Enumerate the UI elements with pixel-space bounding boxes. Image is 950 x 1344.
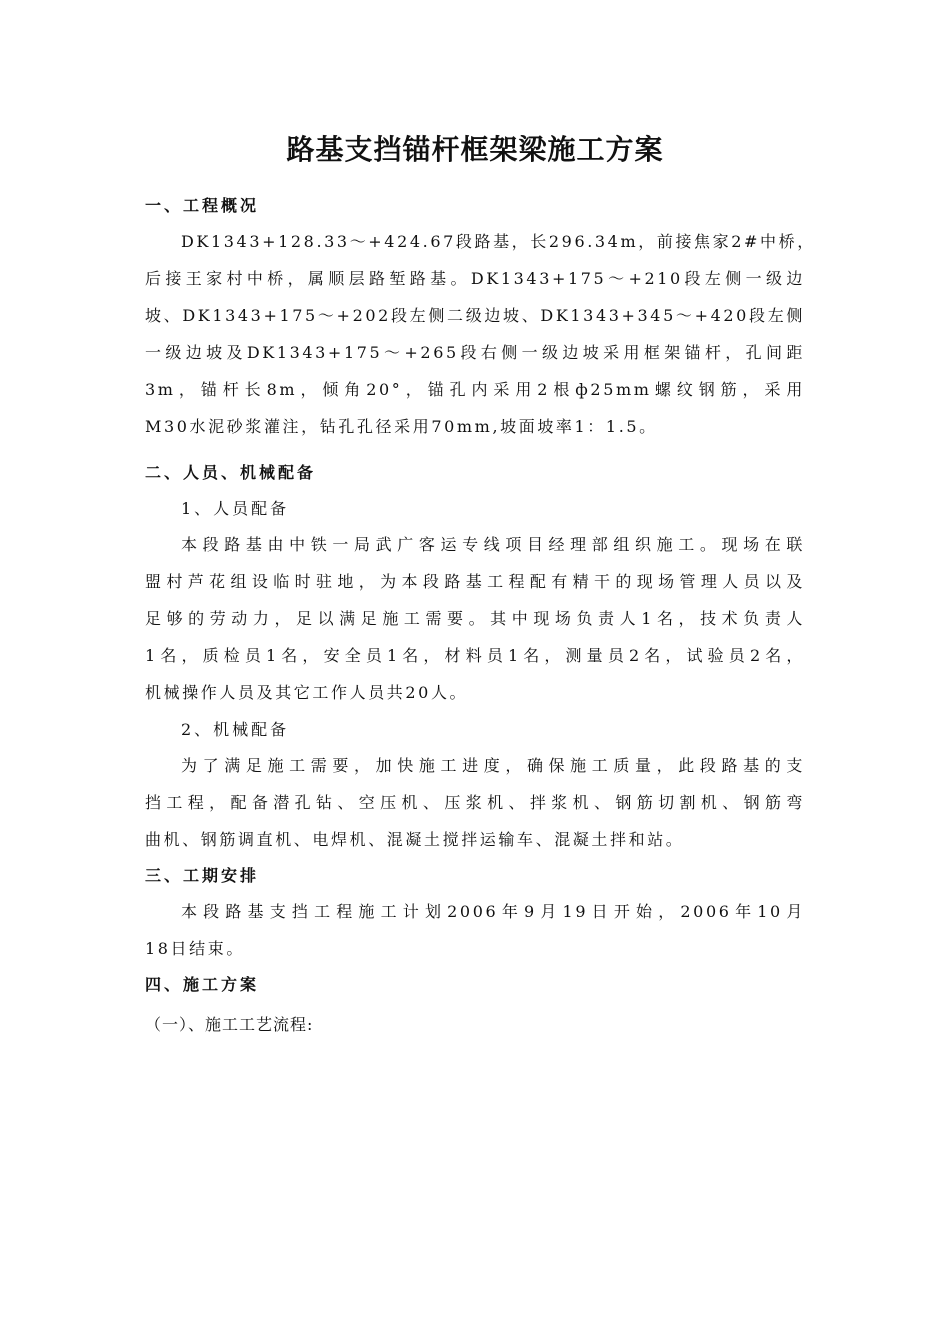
section-heading-schedule: 三、工期安排 <box>145 866 260 885</box>
paragraph-line: 本段路基由中铁一局武广客运专线项目经理部组织施工。现场在联 <box>181 535 805 554</box>
paragraph-line: 后接王家村中桥，属顺层路堑路基。DK1343+175～+210段左侧一级边 <box>145 269 805 288</box>
paragraph-line: 为了满足施工需要，加快施工进度，确保施工质量，此段路基的支 <box>181 756 805 775</box>
paragraph-line: 本段路基支挡工程施工计划2006年9月19日开始，2006年10月 <box>181 902 805 921</box>
paragraph-line: 1名，质检员1名，安全员1名，材料员1名，测量员2名，试验员2名， <box>145 646 805 665</box>
paragraph-line: 一级边坡及DK1343+175～+265段右侧一级边坡采用框架锚杆，孔间距 <box>145 343 805 362</box>
section-heading-plan: 四、施工方案 <box>145 975 260 994</box>
paragraph-line: 挡工程，配备潜孔钻、空压机、压浆机、拌浆机、钢筋切割机、钢筋弯 <box>145 793 805 812</box>
paragraph-line: 18日结束。 <box>145 939 245 958</box>
subheading-personnel: 1、人员配备 <box>181 499 290 518</box>
paragraph-line: 足够的劳动力，足以满足施工需要。其中现场负责人1名，技术负责人 <box>145 609 805 628</box>
subheading-process-flow: （一）、施工工艺流程: <box>145 1015 314 1034</box>
paragraph-line: 坡、DK1343+175～+202段左侧二级边坡、DK1343+345～+420段左侧 <box>145 306 805 325</box>
paragraph-line: 曲机、钢筋调直机、电焊机、混凝土搅拌运输车、混凝土拌和站。 <box>145 830 685 849</box>
document-title: 路基支挡锚杆框架梁施工方案 <box>286 133 664 166</box>
paragraph-line: 盟村芦花组设临时驻地，为本段路基工程配有精干的现场管理人员以及 <box>145 572 805 591</box>
section-heading-overview: 一、工程概况 <box>145 196 260 215</box>
paragraph-line: DK1343+128.33～+424.67段路基，长296.34m，前接焦家2#中桥， <box>181 232 816 251</box>
paragraph-line: 3m，锚杆长8m，倾角20°，锚孔内采用2根ф25mm螺纹钢筋，采用 <box>145 380 805 399</box>
paragraph-line: M30水泥砂浆灌注，钻孔孔径采用70mm,坡面坡率1：1.5。 <box>145 417 658 436</box>
section-heading-staffing: 二、人员、机械配备 <box>145 463 317 482</box>
paragraph-line: 机械操作人员及其它工作人员共20人。 <box>145 683 469 702</box>
subheading-machinery: 2、机械配备 <box>181 720 290 739</box>
